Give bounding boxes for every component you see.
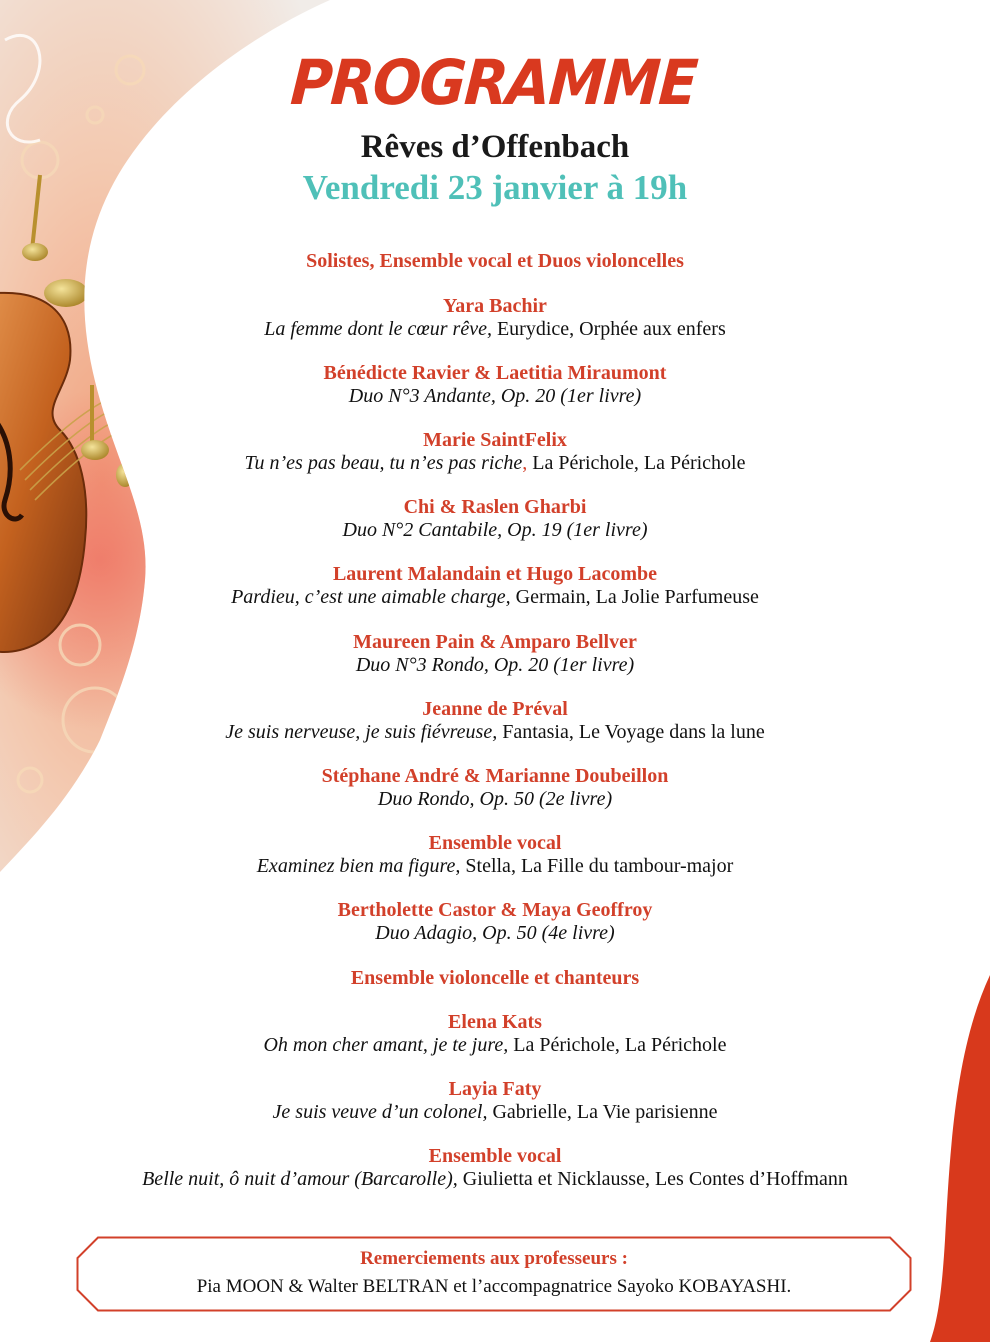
performer-name: Marie SaintFelix	[423, 429, 567, 451]
programme-item	[0, 1146, 990, 1189]
programme-item	[0, 497, 990, 540]
programme-item	[0, 833, 990, 876]
programme-item	[0, 363, 990, 406]
work-title: La femme dont le cœur rêve, Eurydice, Orphée aux enfers	[264, 318, 726, 340]
concert-title: Rêves d’Offenbach	[360, 129, 630, 165]
thanks-body: Pia MOON & Walter BELTRAN et l’accompagnatrice Sayoko KOBAYASHI.	[196, 1276, 792, 1297]
performer-name: Stéphane André & Marianne Doubeillon	[321, 765, 669, 787]
programme-item	[0, 430, 990, 473]
performer-name: Jeanne de Préval	[422, 698, 568, 720]
programme-item	[0, 766, 990, 809]
programme-item	[0, 699, 990, 742]
work-title: Duo N°3 Andante, Op. 20 (1er livre)	[348, 385, 642, 407]
work-title: Examinez bien ma figure, Stella, La Fille du tambour-major	[256, 855, 734, 877]
performer-name: Chi & Raslen Gharbi	[403, 496, 587, 518]
work-title: Duo Adagio, Op. 50 (4e livre)	[375, 922, 615, 944]
work-title: Oh mon cher amant, je te jure, La Périchole, La Périchole	[263, 1034, 727, 1056]
programme-item	[0, 632, 990, 675]
work-title: Je suis nerveuse, je suis fiévreuse, Fantasia, Le Voyage dans la lune	[225, 721, 765, 743]
page-title: PROGRAMME	[288, 46, 699, 119]
performer-name: Ensemble vocal	[428, 1145, 562, 1167]
performer-name: Bertholette Castor & Maya Geoffroy	[337, 899, 653, 921]
work-title: Duo Rondo, Op. 50 (2e livre)	[377, 788, 613, 810]
programme-item	[0, 900, 990, 943]
programme-item	[0, 1079, 990, 1122]
programme-item	[0, 1012, 990, 1055]
work-title: Duo N°3 Rondo, Op. 20 (1er livre)	[355, 654, 635, 676]
work-title: Pardieu, c’est une aimable charge, Germain, La Jolie Parfumeuse	[231, 586, 759, 608]
performer-name: Elena Kats	[448, 1011, 542, 1033]
programme-item	[0, 564, 990, 607]
performer-name: Ensemble vocal	[428, 832, 562, 854]
section-heading: Solistes, Ensemble vocal et Duos violoncelles	[306, 250, 684, 272]
performer-name: Layia Faty	[448, 1078, 542, 1100]
programme-item	[0, 296, 990, 339]
work-title: Je suis veuve d’un colonel, Gabrielle, La Vie parisienne	[272, 1101, 718, 1123]
work-title: Belle nuit, ô nuit d’amour (Barcarolle), Giulietta et Nicklausse, Les Contes d’Hoffmann	[142, 1168, 848, 1190]
work-title: Duo N°2 Cantabile, Op. 19 (1er livre)	[342, 519, 648, 541]
performer-name: Laurent Malandain et Hugo Lacombe	[332, 563, 658, 585]
section-heading: Ensemble violoncelle et chanteurs	[350, 967, 640, 989]
work-title: Tu n’es pas beau, tu n’es pas riche, La Périchole, La Périchole	[244, 452, 746, 474]
performer-name: Yara Bachir	[443, 295, 547, 317]
performer-name: Bénédicte Ravier & Laetitia Miraumont	[323, 362, 667, 384]
concert-date: Vendredi 23 janvier à 19h	[302, 168, 688, 207]
performer-name: Maureen Pain & Amparo Bellver	[353, 631, 637, 653]
thanks-heading: Remerciements aux professeurs :	[360, 1248, 628, 1269]
thanks-box	[76, 1236, 912, 1312]
